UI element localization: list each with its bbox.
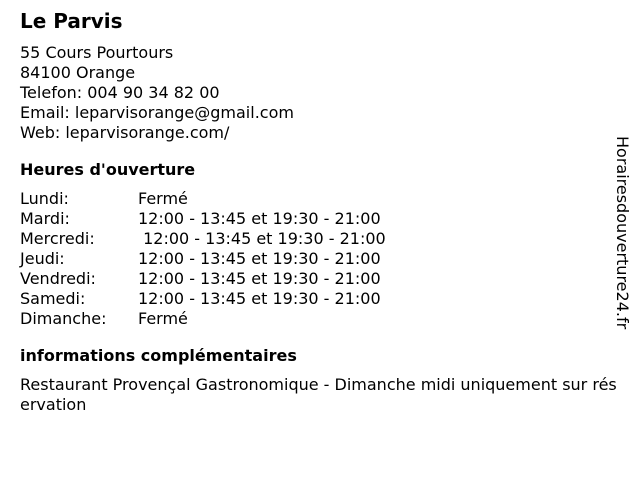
- hours-row-friday: [20, 269, 620, 289]
- site-watermark: Horairesdouverture24.fr: [613, 136, 632, 330]
- info-text: Restaurant Provençal Gastronomique - Dimanche midi uniquement sur réservation: [20, 375, 617, 414]
- hours-row-thursday: [20, 249, 620, 269]
- hours-day: Dimanche:: [20, 309, 107, 328]
- address-street: 55 Cours Pourtours: [20, 43, 174, 62]
- hours-time: 12:00 - 13:45 et 19:30 - 21:00: [138, 289, 381, 308]
- hours-row-monday: [20, 189, 620, 209]
- hours-table: [20, 189, 620, 329]
- phone-line[interactable]: Telefon: 004 90 34 82 00: [20, 83, 220, 102]
- business-name: Le Parvis: [20, 9, 123, 33]
- hours-row-sunday: [20, 309, 620, 329]
- business-card: [20, 8, 620, 415]
- info-heading: informations complémentaires: [20, 346, 297, 365]
- web-line[interactable]: Web: leparvisorange.com/: [20, 123, 230, 142]
- hours-time: 12:00 - 13:45 et 19:30 - 21:00: [138, 209, 381, 228]
- hours-time: 12:00 - 13:45 et 19:30 - 21:00: [138, 269, 381, 288]
- hours-day: Vendredi:: [20, 269, 96, 288]
- email-line[interactable]: Email: leparvisorange@gmail.com: [20, 103, 294, 122]
- hours-row-tuesday: [20, 209, 620, 229]
- hours-row-wednesday: [20, 229, 620, 249]
- hours-time: Fermé: [138, 309, 188, 328]
- hours-day: Mercredi:: [20, 229, 95, 248]
- hours-row-saturday: [20, 289, 620, 309]
- hours-time: Fermé: [138, 189, 188, 208]
- hours-day: Mardi:: [20, 209, 70, 228]
- hours-time: 12:00 - 13:45 et 19:30 - 21:00: [138, 229, 386, 248]
- address-city: 84100 Orange: [20, 63, 136, 82]
- hours-heading: Heures d'ouverture: [20, 160, 196, 179]
- hours-day: Samedi:: [20, 289, 86, 308]
- hours-day: Jeudi:: [20, 249, 65, 268]
- hours-time: 12:00 - 13:45 et 19:30 - 21:00: [138, 249, 381, 268]
- hours-day: Lundi:: [20, 189, 69, 208]
